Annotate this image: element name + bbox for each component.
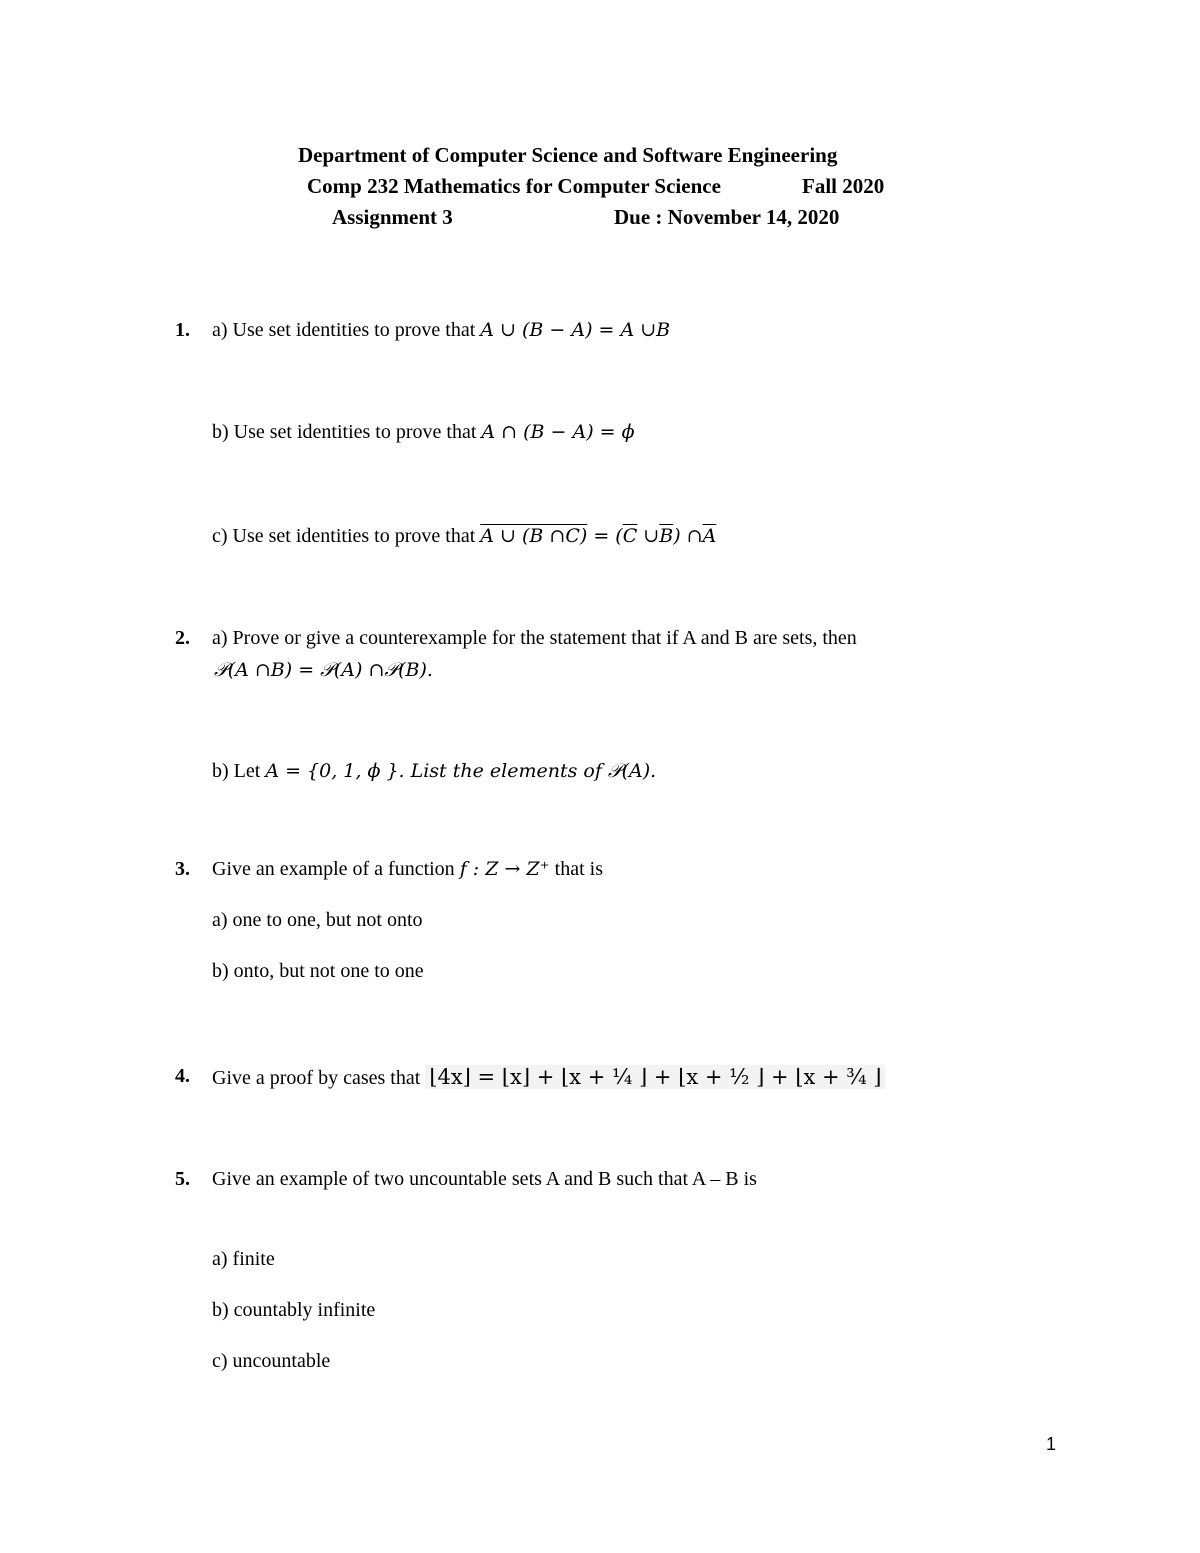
question-text: b) Use set identities to prove that xyxy=(212,421,482,443)
math-complement-expression: A ∪ (B ∩C) xyxy=(480,525,588,547)
question-1c xyxy=(212,525,716,548)
question-number: 4. xyxy=(175,1065,190,1087)
math-b-bar: $\overline{B}$ xyxy=(659,525,674,547)
question-4 xyxy=(212,1065,885,1090)
department-title: Department of Computer Science and Software Engineering xyxy=(298,143,838,167)
math-expression: f : Z → Z⁺ xyxy=(459,858,550,880)
question-2a-text: a) Prove or give a counterexample for the statement that if A and B are sets, then xyxy=(212,627,857,649)
math-expression: = ( xyxy=(587,525,623,547)
course-title: Comp 232 Mathematics for Computer Science xyxy=(307,174,721,198)
question-text: Give a proof by cases that xyxy=(212,1067,426,1089)
question-3 xyxy=(212,858,603,881)
question-5: Give an example of two uncountable sets A and B such that A – B is xyxy=(212,1168,757,1190)
question-5a: a) finite xyxy=(212,1248,275,1270)
question-number: 2. xyxy=(175,627,190,649)
question-number: 1. xyxy=(175,319,190,341)
math-expression: ⌊4x⌋ = ⌊x⌋ + ⌊x + ¼ ⌋ + ⌊x + ½ ⌋ + ⌊x + ¾ ⌋ xyxy=(425,1065,885,1089)
math-expression: 𝒫(A ∩B) = 𝒫(A) ∩𝒫(B). xyxy=(214,659,433,681)
math-a-bar: $\overline{A}$ xyxy=(702,525,717,547)
question-5c: c) uncountable xyxy=(212,1350,331,1372)
assignment-title: Assignment 3 xyxy=(332,205,453,229)
question-text: b) Let xyxy=(212,760,266,782)
question-text: a) Use set identities to prove that xyxy=(212,319,481,341)
question-2a-math xyxy=(214,659,433,682)
question-text: that is xyxy=(549,858,603,880)
math-c-bar: $\overline{C}$ xyxy=(622,525,638,547)
math-expression: ) ∩ xyxy=(673,525,703,547)
question-5b: b) countably infinite xyxy=(212,1299,376,1321)
question-number: 3. xyxy=(175,858,190,880)
question-number: 5. xyxy=(175,1168,190,1190)
question-text: Give an example of a function xyxy=(212,858,460,880)
question-3b: b) onto, but not one to one xyxy=(212,960,424,982)
term: Fall 2020 xyxy=(802,174,885,198)
math-expression: A ∪ (B − A) = A ∪B xyxy=(480,319,671,341)
question-1a xyxy=(212,319,670,342)
due-date: Due : November 14, 2020 xyxy=(614,205,840,229)
page-number: 1 xyxy=(1046,1434,1057,1454)
question-3a: a) one to one, but not onto xyxy=(212,909,423,931)
question-1b xyxy=(212,421,635,444)
math-expression: ∪ xyxy=(637,525,660,547)
math-expression: A = {0, 1, ϕ }. List the elements of 𝒫(A). xyxy=(265,760,657,782)
math-expression: A ∩ (B − A) = ϕ xyxy=(481,421,635,443)
question-text: c) Use set identities to prove that xyxy=(212,525,481,547)
question-2b xyxy=(212,760,656,783)
